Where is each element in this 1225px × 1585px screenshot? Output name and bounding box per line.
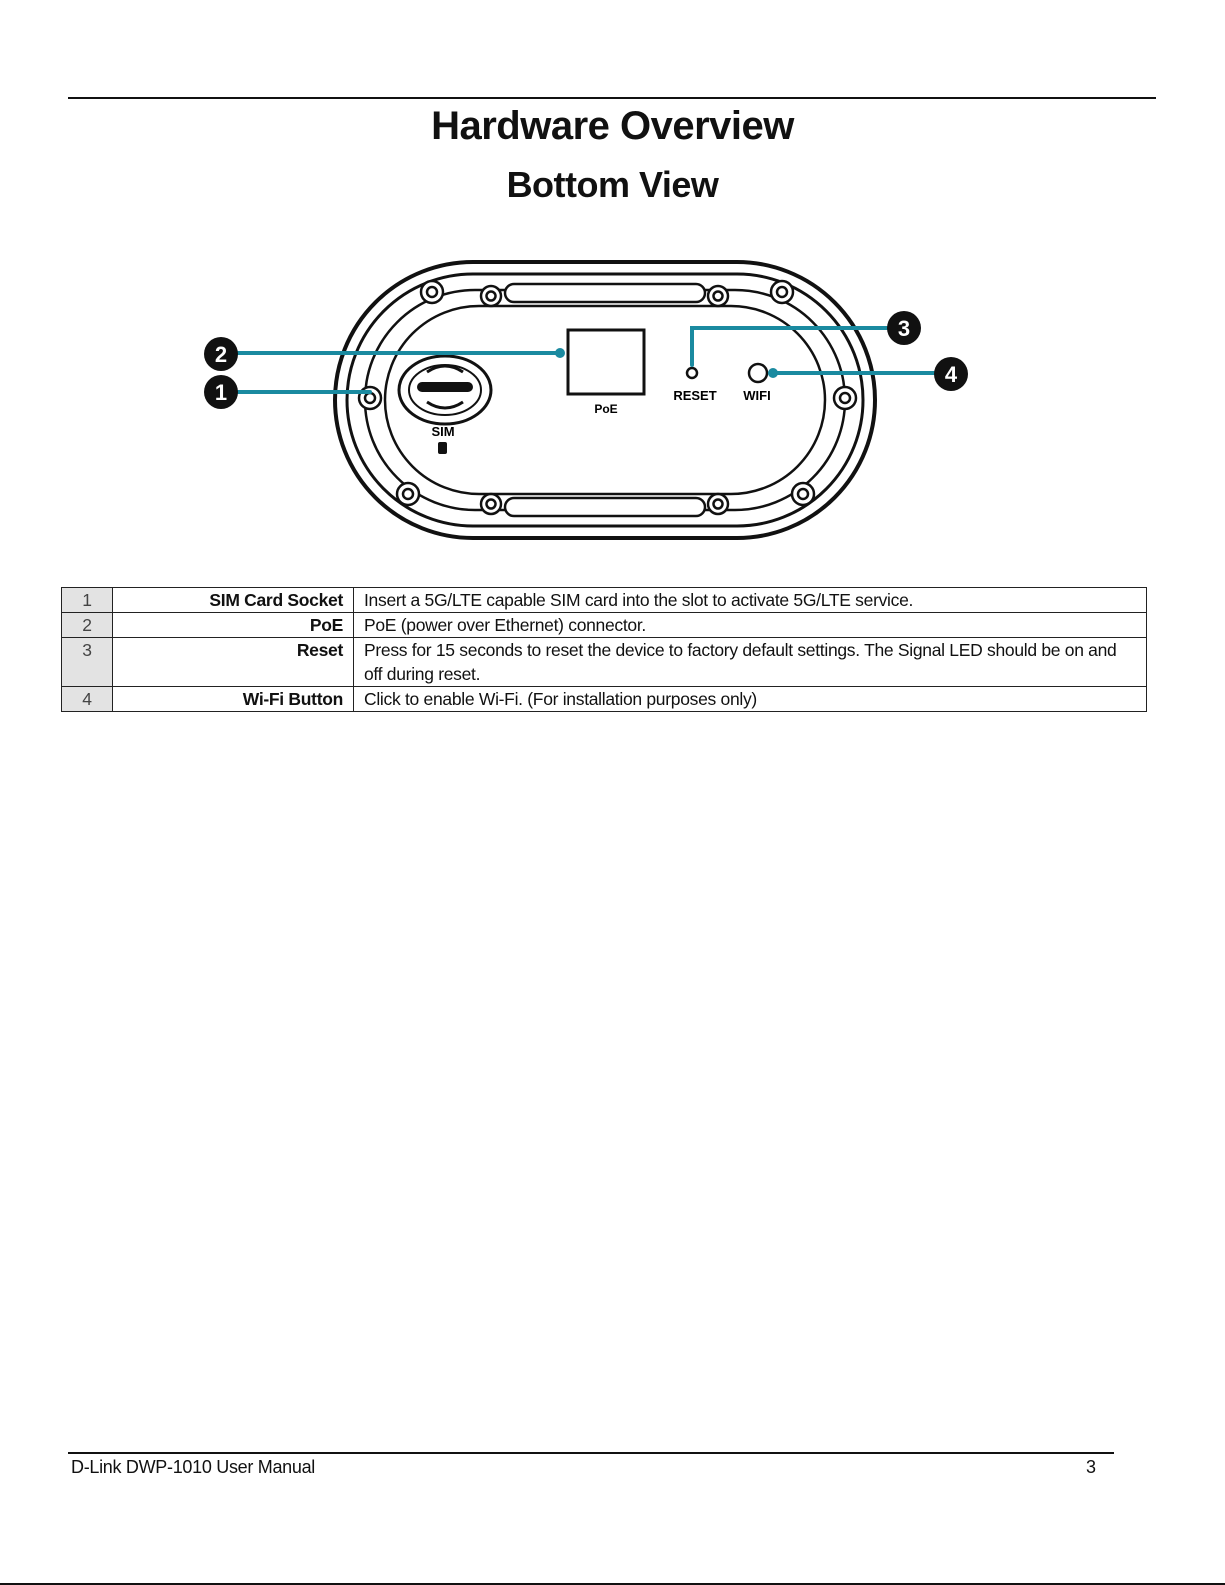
leader-dot-4 [768, 368, 778, 378]
header-rule [68, 97, 1156, 99]
table-row [62, 613, 1147, 638]
component-description: Press for 15 seconds to reset the device to factory default settings. The Signal LED should be on and off during reset. [354, 638, 1147, 687]
page-title: Hardware Overview [431, 104, 794, 148]
component-description: Insert a 5G/LTE capable SIM card into the slot to activate 5G/LTE service. [354, 588, 1147, 613]
callout-1 [204, 375, 238, 409]
device-illustration [195, 250, 995, 550]
svg-text:2: 2 [214, 342, 228, 367]
reset-label: RESET [673, 388, 717, 403]
component-name: SIM Card Socket [113, 588, 354, 613]
svg-text:3: 3 [897, 316, 911, 341]
reset-pinhole [687, 368, 697, 378]
row-number: 4 [62, 687, 113, 712]
component-table [61, 587, 1147, 712]
sim-socket-icon [399, 356, 491, 424]
callout-4 [934, 357, 968, 391]
component-description: PoE (power over Ethernet) connector. [354, 613, 1147, 638]
svg-text:1: 1 [214, 380, 228, 405]
lock-icon [438, 442, 447, 454]
leader-dot-2 [555, 348, 565, 358]
poe-port [568, 330, 644, 394]
bottom-slot [505, 498, 705, 516]
page-subtitle: Bottom View [506, 164, 719, 205]
row-number: 2 [62, 613, 113, 638]
row-number: 1 [62, 588, 113, 613]
callout-3 [887, 311, 921, 345]
table-row [62, 638, 1147, 687]
row-number: 3 [62, 638, 113, 687]
wifi-button [749, 364, 767, 382]
footer-manual-title: D-Link DWP-1010 User Manual [71, 1457, 315, 1477]
top-slot [505, 284, 705, 302]
component-name: Wi-Fi Button [113, 687, 354, 712]
poe-label: PoE [594, 402, 618, 416]
component-name: PoE [113, 613, 354, 638]
wifi-label: WIFI [743, 388, 771, 403]
table-row [62, 687, 1147, 712]
component-name: Reset [113, 638, 354, 687]
table-row [62, 588, 1147, 613]
device-bottom-diagram [195, 250, 995, 550]
svg-text:4: 4 [944, 362, 958, 387]
sim-label: SIM [431, 424, 455, 439]
page-number: 3 [1086, 1457, 1097, 1477]
component-description: Click to enable Wi-Fi. (For installation purposes only) [354, 687, 1147, 712]
callout-2 [204, 337, 238, 371]
footer-rule [68, 1452, 1114, 1454]
